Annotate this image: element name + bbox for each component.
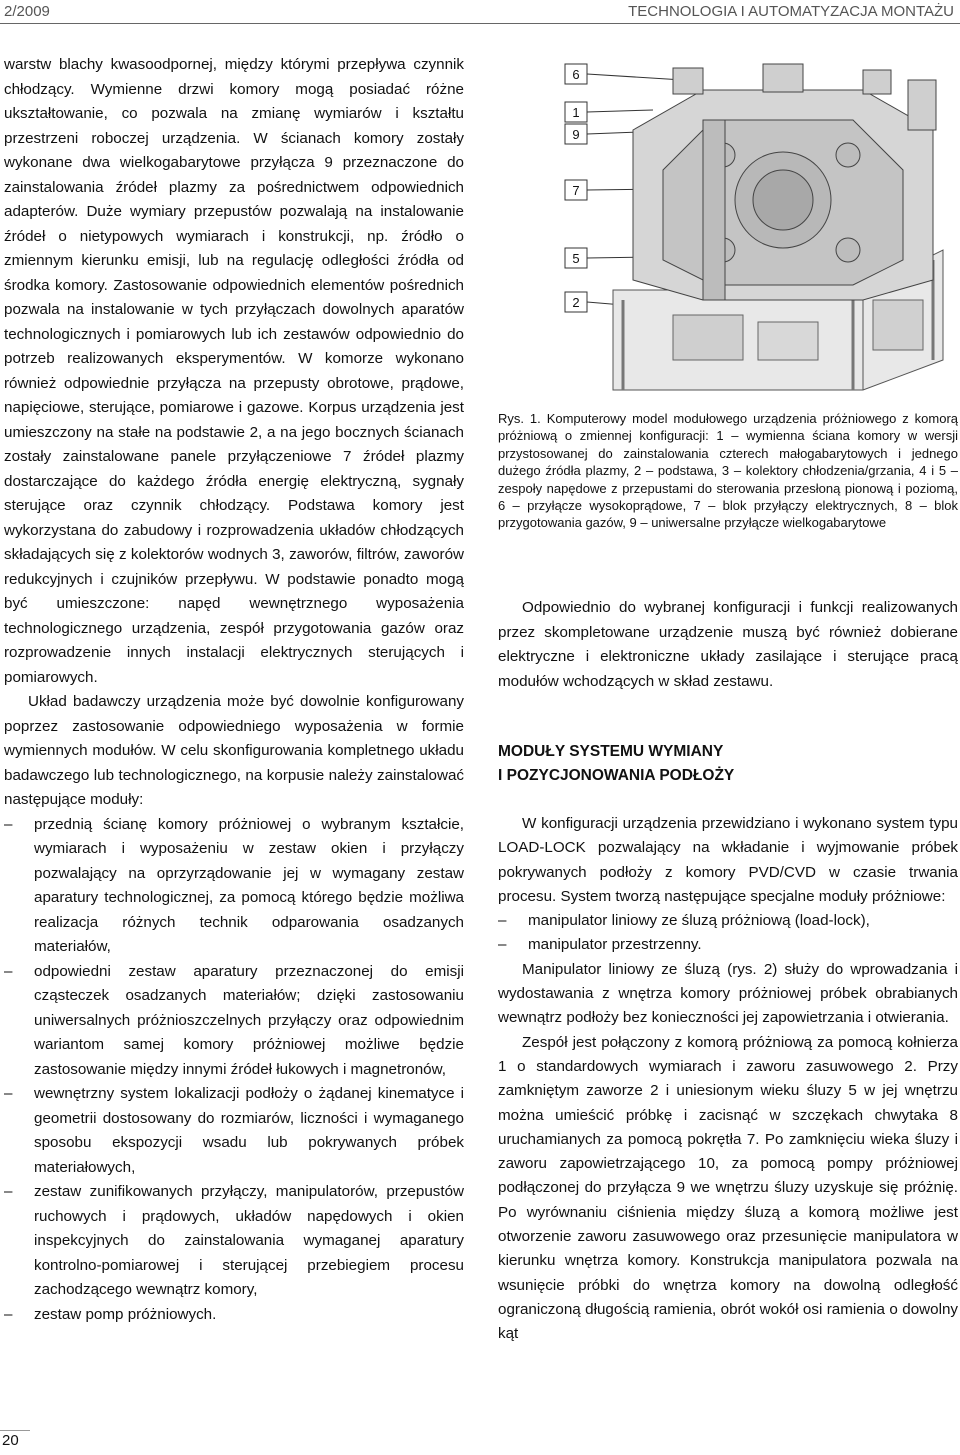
right-paragraph-2: W konfiguracji urządzenia przewidziano i wykonano system typu LOAD-LOCK pozwalający na wkładanie i wyjmowanie próbek pokrywanych podłoży z komory PVD/CVD w czasie trwania procesu. System tworzą następujące specjalne moduły próżniowe:	[498, 815, 958, 905]
module-list	[4, 813, 464, 1328]
right-paragraph-4: Zespół jest połączony z komorą próżniową za pomocą kołnierza 1 o standardowych wymiarach i zaworu zasuwowego 2. Przy zamkniętym zaworze 2 i uniesionym wieku śluzy 5 w jej wnętrzu można umieścić próbkę i zacisnąć w szczękach chwytaka 8 uruchamianych za pomocą pokrętła 7. Po zamknięciu wieka śluzy i zaworu zapowietrzającego 10, za pomocą pompy próżniowej podłączonej do przyłącza 9 we wnętrzu śluzy uzyskuje się próżnię. Po wyrównaniu ciśnienia między śluzą a komorą możliwe jest otworzenie zaworu zasuwowego oraz przesunięcie manipulatora w kierunku wnętrza komory. Konstrukcja manipulatora pozwala na wsunięcie próbki do wnętrza komory na dowolną odległość ograniczoną długością ramienia, obrót wokół osi ramienia o dowolny kąt	[498, 1033, 958, 1343]
journal-title: TECHNOLOGIA I AUTOMATYZACJA MONTAŻU	[628, 3, 954, 20]
issue-number: 2/2009	[4, 3, 50, 20]
list-item-text: odpowiedni zestaw aparatury przeznaczonej do emisji cząsteczek osadzanych materiałów; dzięki zastosowaniu uniwersalnych próżnioszczelnych przyłączy oraz odpowiednim wariantom samej komory próżniowej możliwe będzie zastosowanie między innymi źródeł łukowych i magnetronów,	[34, 962, 464, 1078]
list-dash: –	[4, 1305, 13, 1323]
left-column	[4, 53, 464, 1327]
left-paragraph-2: Układ badawczy urządzenia może być dowolnie konfigurowany poprzez zastosowanie odpowiedniego wyposażenia w formie wymiennych modułów. W celu skonfigurowania kompletnego układu badawczego lub technologicznego, na korpusie należy zainstalować następujące moduły:	[4, 693, 464, 808]
list-item-text: zestaw zunifikowanych przyłączy, manipulatorów, przepustów ruchowych i prądowych, układów napędowych i okien inspekcyjnych do zainstalowania wymaganej aparatury kontrolno-pomiarowej i sterującej przebiegiem procesu zachodzącego wewnątrz komory,	[34, 1183, 464, 1298]
label-2: 2	[572, 295, 580, 310]
heading-line-2: I POZYCJONOWANIA PODŁOŻY	[498, 767, 735, 784]
list-dash: –	[4, 962, 13, 980]
left-paragraph-1: warstw blachy kwasoodpornej, między którymi przepływa czynnik chłodzący. Wymienne drzwi komory mogą posiadać różne ukształtowanie, co pozwala na zmianę wymiarów i kształtu przestrzeni roboczej urządzenia. W ścianach komory zostały wykonane dwa wielkogabarytowe przyłącza 9 przeznaczone do zainstalowania źródeł plazmy za pośrednictwem odpowiednich adapterów. Duże wymiary przepustów pozwalają na instalowanie źródeł o nietypowych wymiarach i konstrukcji, np. źródło o zmiennym kierunku emisji, lub na regulację odległości źródła od środka komory. Zastosowanie odpowiednich elementów pośrednich pozwala na instalowanie w tych przyłączach dowolnych aparatów technologicznych i pomiarowych lub ich zestawów odpowiednio do potrzeb realizowanych eksperymentów. W komorze wykonano również odpowiednie przyłącza na przepusty obrotowe, prądowe, napięciowe, sterujące, pomiarowe i gazowe. Korpus urządzenia jest umieszczony na stałe na podstawie 2, a na jego bocznych ścianach zostały zainstalowane panele przyłączeniowe 7 źródeł plazmy dostarczające do każdego źródła energię elektryczną, sygnały sterujące oraz czynnik chłodzący. Podstawa komory jest wykorzystana do zabudowy i rozprowadzenia układów chłodzących składających się z kolektorów wodnych 3, zaworów, filtrów, zaworów redukcyjnych i czujników przepływu. W podstawie ponadto mogą być umieszczone: napęd wewnętrznego wyposażenia technologicznego urządzenia, zespół przygotowania gazów oraz rozprowadzenie innych instalacji elektrycznych sterujących i pomiarowych.	[4, 56, 464, 686]
list-dash: –	[4, 1183, 13, 1200]
label-9: 9	[572, 127, 580, 142]
list-item-text: przednią ścianę komory próżniowej o wybranym kształcie, wymiarach i wyposażeniu w zestaw okien i przyłączy pozwalający na oprzyrządowanie jej w wymagany zestaw aparatury technologicznej, za pomocą którego będzie możliwa realizacja różnych technik odparowania osadzanych materiałów,	[34, 815, 464, 955]
list-item	[4, 1082, 464, 1180]
header-rule	[0, 23, 960, 24]
right-column	[498, 812, 958, 1347]
list-item	[4, 1180, 464, 1303]
device-illustration	[563, 60, 956, 400]
right-paragraph-3: Manipulator liniowy ze śluzą (rys. 2) służy do wprowadzania i wydostawania z wnętrza komory próżniowej próbek obrabianych wewnątrz podłoży bez konieczności jej zapowietrzania i otwierania.	[498, 960, 958, 1027]
figure-caption: Rys. 1. Komputerowy model modułowego urządzenia próżniowego z komorą próżniową o zmiennej konfiguracji: 1 – wymienna ściana komory w wersji przystosowanej do zainstalowania czterech małogabarytowych i jednego dużego źródła plazmy, 2 – podstawa, 3 – kolektory chłodzenia/grzania, 4 i 5 – zespoły napędowe z przepustami do sterowania przesłoną pionową i poziomą, 6 – przyłącze wysokoprądowe, 7 – blok przyłączy elektrycznych, 8 – blok przygotowania gazów, 9 – uniwersalne przyłącze wielkogabarytowe	[498, 411, 958, 531]
list-dash: –	[498, 936, 507, 954]
list-item-text: manipulator liniowy ze śluzą próżniową (load-lock),	[528, 912, 870, 930]
list-dash: –	[4, 815, 13, 833]
label-5: 5	[572, 251, 580, 266]
right-column-intro	[498, 596, 958, 694]
list-dash: –	[4, 1085, 13, 1102]
page-header	[0, 0, 960, 24]
list-item	[498, 933, 958, 957]
footer-rule	[0, 1430, 30, 1431]
device-figure	[563, 60, 956, 400]
list-item	[4, 960, 464, 1083]
list-item	[4, 1303, 464, 1328]
label-7: 7	[572, 183, 580, 198]
label-6: 6	[572, 67, 580, 82]
list-item-text: zestaw pomp próżniowych.	[34, 1305, 217, 1323]
section-heading	[498, 740, 958, 788]
list-item	[4, 813, 464, 960]
list-item-text: wewnętrzny system lokalizacji podłoży o żądanej kinematyce i geometrii dostosowany do rozmiarów, liczności i wymaganego sposobu ekspozycji wsadu lub pokrywanych próbek materiałowych,	[34, 1085, 464, 1176]
list-item-text: manipulator przestrzenny.	[528, 936, 702, 954]
list-dash: –	[498, 912, 507, 930]
load-lock-list	[498, 909, 958, 958]
label-1: 1	[572, 105, 580, 120]
right-paragraph-1: Odpowiednio do wybranej konfiguracji i funkcji realizowanych przez skompletowane urządzenie muszą być również dobierane elektryczne i elektroniczne układy zasilające i sterujące pracą modułów wchodzących w skład zestawu.	[498, 599, 958, 690]
list-item	[498, 909, 958, 933]
page-number: 20	[2, 1432, 19, 1449]
heading-line-1: MODUŁY SYSTEMU WYMIANY	[498, 743, 724, 760]
